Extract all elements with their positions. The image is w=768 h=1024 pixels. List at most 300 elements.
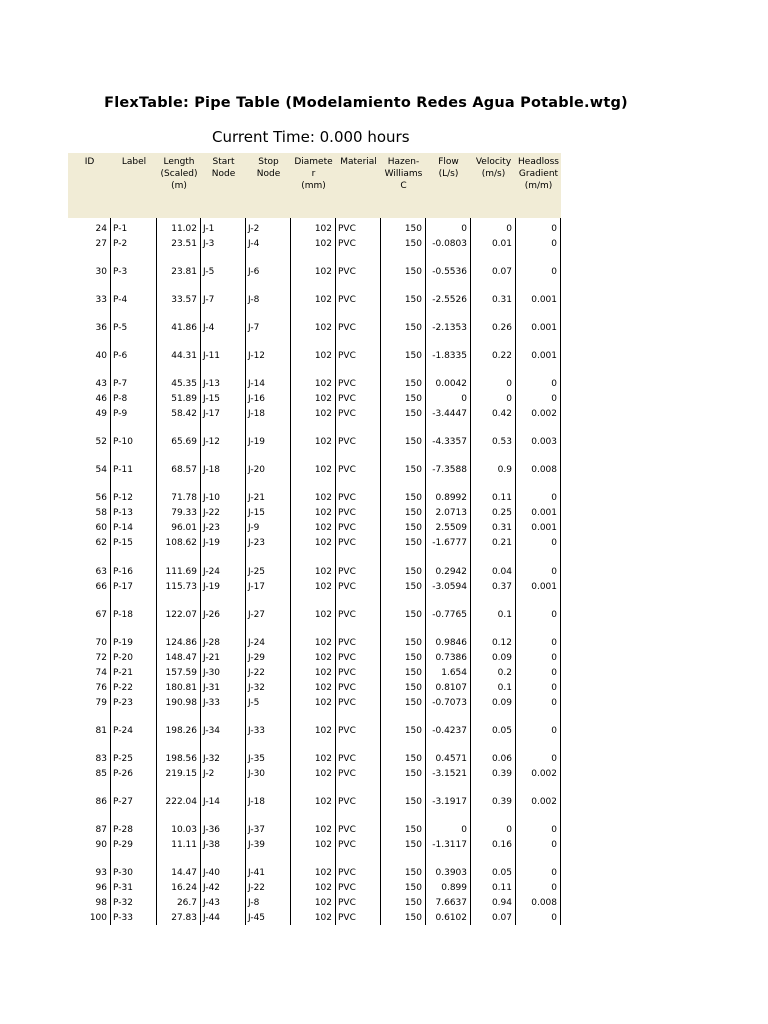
table-row	[68, 566, 561, 578]
cell-flow: 0	[461, 224, 467, 234]
cell-length: 108.62	[165, 538, 197, 548]
cell-flow: 1.654	[441, 668, 467, 678]
cell-label: P-17	[113, 582, 133, 592]
cell-label: P-29	[113, 840, 133, 850]
pipe-table	[68, 153, 561, 925]
cell-headloss-gradient: 0.001	[531, 351, 557, 361]
cell-flow: 0.0042	[435, 379, 467, 389]
cell-flow: -3.0594	[432, 582, 467, 592]
cell-length: 71.78	[171, 493, 197, 503]
cell-hazen-williams-c: 150	[404, 394, 422, 404]
table-row	[68, 322, 561, 334]
cell-id: 70	[95, 638, 107, 648]
cell-start-node: J-24	[203, 567, 221, 577]
cell-headloss-gradient: 0	[551, 668, 557, 678]
header-label: Label	[121, 157, 147, 167]
cell-velocity: 0.11	[491, 493, 512, 503]
cell-headloss-gradient: 0.001	[531, 508, 557, 518]
cell-label: P-13	[113, 508, 133, 518]
cell-length: 124.86	[165, 638, 197, 648]
cell-velocity: 0.16	[491, 840, 512, 850]
cell-diameter: 102	[314, 267, 332, 277]
cell-hazen-williams-c: 150	[404, 754, 422, 764]
cell-length: 27.83	[171, 913, 197, 923]
cell-stop-node: J-4	[248, 239, 260, 249]
cell-material: PVC	[338, 295, 356, 305]
cell-start-node: J-44	[203, 913, 221, 923]
cell-diameter: 102	[314, 913, 332, 923]
cell-hazen-williams-c: 150	[404, 465, 422, 475]
cell-length: 44.31	[171, 351, 197, 361]
cell-label: P-14	[113, 523, 133, 533]
cell-id: 93	[95, 868, 107, 878]
cell-diameter: 102	[314, 797, 332, 807]
table-row	[68, 667, 561, 679]
cell-label: P-5	[113, 323, 128, 333]
table-row	[68, 882, 561, 894]
cell-hazen-williams-c: 150	[404, 538, 422, 548]
cell-material: PVC	[338, 683, 356, 693]
cell-stop-node: J-6	[248, 267, 260, 277]
cell-length: 14.47	[171, 868, 197, 878]
cell-label: P-23	[113, 698, 133, 708]
cell-headloss-gradient: 0	[551, 653, 557, 663]
table-row	[68, 266, 561, 278]
cell-diameter: 102	[314, 437, 332, 447]
cell-stop-node: J-7	[248, 323, 260, 333]
cell-hazen-williams-c: 150	[404, 668, 422, 678]
cell-velocity: 0.09	[491, 698, 512, 708]
cell-material: PVC	[338, 493, 356, 503]
cell-velocity: 0.22	[491, 351, 512, 361]
cell-start-node: J-2	[203, 769, 215, 779]
cell-stop-node: J-24	[248, 638, 266, 648]
cell-material: PVC	[338, 913, 356, 923]
cell-start-node: J-10	[203, 493, 221, 503]
cell-diameter: 102	[314, 567, 332, 577]
cell-hazen-williams-c: 150	[404, 523, 422, 533]
cell-hazen-williams-c: 150	[404, 868, 422, 878]
cell-id: 60	[95, 523, 107, 533]
cell-label: P-1	[113, 224, 128, 234]
cell-start-node: J-28	[203, 638, 221, 648]
header-material: Material	[340, 157, 377, 167]
cell-headloss-gradient: 0	[551, 394, 557, 404]
cell-start-node: J-19	[203, 538, 221, 548]
cell-material: PVC	[338, 797, 356, 807]
cell-material: PVC	[338, 538, 356, 548]
cell-velocity: 0.39	[491, 769, 512, 779]
cell-id: 56	[95, 493, 107, 503]
cell-velocity: 0	[506, 825, 512, 835]
cell-id: 24	[95, 224, 107, 234]
cell-diameter: 102	[314, 538, 332, 548]
cell-diameter: 102	[314, 409, 332, 419]
cell-id: 58	[95, 508, 107, 518]
cell-diameter: 102	[314, 840, 332, 850]
cell-length: 198.26	[165, 726, 197, 736]
cell-label: P-26	[113, 769, 133, 779]
cell-headloss-gradient: 0	[551, 825, 557, 835]
table-row	[68, 378, 561, 390]
cell-id: 46	[95, 394, 107, 404]
cell-headloss-gradient: 0.001	[531, 295, 557, 305]
cell-hazen-williams-c: 150	[404, 840, 422, 850]
cell-velocity: 0.53	[491, 437, 512, 447]
header-length: Length (Scaled) (m)	[160, 157, 198, 191]
cell-stop-node: J-39	[248, 840, 266, 850]
cell-velocity: 0.12	[491, 638, 512, 648]
cell-stop-node: J-21	[248, 493, 266, 503]
cell-start-node: J-22	[203, 508, 221, 518]
cell-start-node: J-14	[203, 797, 221, 807]
cell-length: 79.33	[171, 508, 197, 518]
cell-length: 16.24	[171, 883, 197, 893]
cell-velocity: 0.25	[491, 508, 512, 518]
cell-length: 157.59	[165, 668, 197, 678]
table-row	[68, 609, 561, 621]
cell-id: 30	[95, 267, 107, 277]
cell-velocity: 0.31	[491, 295, 512, 305]
cell-start-node: J-18	[203, 465, 221, 475]
table-row	[68, 652, 561, 664]
cell-flow: -0.7073	[432, 698, 467, 708]
cell-headloss-gradient: 0.002	[531, 409, 557, 419]
cell-start-node: J-13	[203, 379, 221, 389]
cell-id: 76	[95, 683, 107, 693]
table-header	[68, 153, 561, 218]
cell-id: 66	[95, 582, 107, 592]
cell-flow: -0.5536	[432, 267, 467, 277]
cell-material: PVC	[338, 224, 356, 234]
cell-hazen-williams-c: 150	[404, 913, 422, 923]
cell-hazen-williams-c: 150	[404, 797, 422, 807]
cell-stop-node: J-5	[248, 698, 260, 708]
cell-id: 27	[95, 239, 107, 249]
cell-stop-node: J-29	[248, 653, 266, 663]
cell-flow: -4.3357	[432, 437, 467, 447]
cell-length: 115.73	[165, 582, 197, 592]
cell-velocity: 0.37	[491, 582, 512, 592]
cell-label: P-10	[113, 437, 133, 447]
cell-start-node: J-31	[203, 683, 221, 693]
cell-id: 62	[95, 538, 107, 548]
header-id: ID	[84, 157, 95, 167]
cell-hazen-williams-c: 150	[404, 437, 422, 447]
cell-label: P-8	[113, 394, 128, 404]
cell-diameter: 102	[314, 726, 332, 736]
cell-id: 72	[95, 653, 107, 663]
cell-flow: -3.1917	[432, 797, 467, 807]
table-row	[68, 464, 561, 476]
cell-stop-node: J-23	[248, 538, 266, 548]
cell-stop-node: J-45	[248, 913, 266, 923]
cell-start-node: J-5	[203, 267, 215, 277]
cell-velocity: 0.26	[491, 323, 512, 333]
cell-label: P-18	[113, 610, 133, 620]
cell-hazen-williams-c: 150	[404, 409, 422, 419]
cell-id: 63	[95, 567, 107, 577]
cell-diameter: 102	[314, 668, 332, 678]
cell-material: PVC	[338, 409, 356, 419]
cell-label: P-20	[113, 653, 133, 663]
cell-headloss-gradient: 0.001	[531, 523, 557, 533]
cell-material: PVC	[338, 567, 356, 577]
cell-flow: 0.8992	[435, 493, 467, 503]
cell-material: PVC	[338, 323, 356, 333]
cell-start-node: J-12	[203, 437, 221, 447]
cell-stop-node: J-14	[248, 379, 266, 389]
cell-material: PVC	[338, 898, 356, 908]
header-velocity: Velocity (m/s)	[475, 157, 512, 179]
cell-label: P-11	[113, 465, 133, 475]
cell-velocity: 0	[506, 224, 512, 234]
cell-start-node: J-4	[203, 323, 215, 333]
cell-velocity: 0.1	[497, 610, 512, 620]
cell-headloss-gradient: 0	[551, 267, 557, 277]
cell-velocity: 0.04	[491, 567, 512, 577]
cell-velocity: 0.06	[491, 754, 512, 764]
cell-hazen-williams-c: 150	[404, 582, 422, 592]
cell-diameter: 102	[314, 295, 332, 305]
cell-diameter: 102	[314, 323, 332, 333]
cell-diameter: 102	[314, 351, 332, 361]
cell-id: 79	[95, 698, 107, 708]
cell-id: 85	[95, 769, 107, 779]
cell-id: 40	[95, 351, 107, 361]
cell-id: 33	[95, 295, 107, 305]
cell-flow: -3.1521	[432, 769, 467, 779]
cell-velocity: 0.31	[491, 523, 512, 533]
table-row	[68, 697, 561, 709]
cell-flow: 7.6637	[435, 898, 467, 908]
table-row	[68, 436, 561, 448]
cell-diameter: 102	[314, 683, 332, 693]
cell-flow: -0.7765	[432, 610, 467, 620]
header-hazen-williams-c: Hazen- Williams C	[384, 157, 423, 191]
table-row	[68, 294, 561, 306]
cell-diameter: 102	[314, 582, 332, 592]
cell-start-node: J-21	[203, 653, 221, 663]
cell-flow: 0.9846	[435, 638, 467, 648]
cell-stop-node: J-9	[248, 523, 260, 533]
cell-flow: -1.8335	[432, 351, 467, 361]
cell-headloss-gradient: 0	[551, 239, 557, 249]
cell-flow: 0.899	[441, 883, 467, 893]
cell-diameter: 102	[314, 224, 332, 234]
cell-length: 65.69	[171, 437, 197, 447]
cell-id: 96	[95, 883, 107, 893]
cell-flow: 0	[461, 825, 467, 835]
cell-velocity: 0.07	[491, 913, 512, 923]
cell-flow: 0.2942	[435, 567, 467, 577]
cell-stop-node: J-22	[248, 883, 266, 893]
cell-length: 41.86	[171, 323, 197, 333]
cell-stop-node: J-20	[248, 465, 266, 475]
cell-length: 190.98	[165, 698, 197, 708]
cell-velocity: 0.39	[491, 797, 512, 807]
cell-hazen-williams-c: 150	[404, 698, 422, 708]
cell-hazen-williams-c: 150	[404, 493, 422, 503]
cell-material: PVC	[338, 754, 356, 764]
cell-id: 67	[95, 610, 107, 620]
cell-label: P-32	[113, 898, 133, 908]
cell-hazen-williams-c: 150	[404, 726, 422, 736]
cell-hazen-williams-c: 150	[404, 898, 422, 908]
cell-length: 23.51	[171, 239, 197, 249]
cell-length: 148.47	[165, 653, 197, 663]
cell-stop-node: J-30	[248, 769, 266, 779]
cell-hazen-williams-c: 150	[404, 683, 422, 693]
cell-material: PVC	[338, 465, 356, 475]
cell-hazen-williams-c: 150	[404, 825, 422, 835]
cell-label: P-15	[113, 538, 133, 548]
cell-id: 90	[95, 840, 107, 850]
cell-headloss-gradient: 0.008	[531, 465, 557, 475]
cell-headloss-gradient: 0.001	[531, 323, 557, 333]
cell-length: 11.11	[171, 840, 197, 850]
table-row	[68, 637, 561, 649]
table-row	[68, 768, 561, 780]
cell-flow: -2.5526	[432, 295, 467, 305]
cell-headloss-gradient: 0	[551, 698, 557, 708]
cell-headloss-gradient: 0	[551, 493, 557, 503]
cell-start-node: J-42	[203, 883, 221, 893]
cell-stop-node: J-41	[248, 868, 266, 878]
cell-id: 43	[95, 379, 107, 389]
table-row	[68, 912, 561, 924]
cell-id: 83	[95, 754, 107, 764]
table-row	[68, 682, 561, 694]
cell-hazen-williams-c: 150	[404, 295, 422, 305]
cell-diameter: 102	[314, 653, 332, 663]
cell-length: 68.57	[171, 465, 197, 475]
cell-stop-node: J-18	[248, 797, 266, 807]
cell-length: 198.56	[165, 754, 197, 764]
cell-length: 51.89	[171, 394, 197, 404]
cell-diameter: 102	[314, 465, 332, 475]
cell-label: P-19	[113, 638, 133, 648]
cell-headloss-gradient: 0	[551, 379, 557, 389]
cell-headloss-gradient: 0	[551, 726, 557, 736]
cell-headloss-gradient: 0.002	[531, 797, 557, 807]
cell-diameter: 102	[314, 825, 332, 835]
header-diameter: Diamete r (mm)	[294, 157, 333, 191]
cell-velocity: 0.01	[491, 239, 512, 249]
cell-flow: 0	[461, 394, 467, 404]
cell-velocity: 0.05	[491, 868, 512, 878]
cell-start-node: J-1	[203, 224, 215, 234]
cell-material: PVC	[338, 726, 356, 736]
header-stop-node: Stop Node	[256, 157, 281, 179]
cell-material: PVC	[338, 638, 356, 648]
cell-diameter: 102	[314, 493, 332, 503]
cell-length: 45.35	[171, 379, 197, 389]
cell-length: 222.04	[165, 797, 197, 807]
cell-stop-node: J-2	[248, 224, 260, 234]
cell-label: P-33	[113, 913, 133, 923]
cell-label: P-27	[113, 797, 133, 807]
table-row	[68, 796, 561, 808]
cell-velocity: 0.1	[497, 683, 512, 693]
cell-material: PVC	[338, 610, 356, 620]
cell-flow: 2.5509	[435, 523, 467, 533]
cell-material: PVC	[338, 239, 356, 249]
cell-label: P-9	[113, 409, 128, 419]
cell-headloss-gradient: 0	[551, 840, 557, 850]
cell-flow: -2.1353	[432, 323, 467, 333]
cell-id: 86	[95, 797, 107, 807]
table-row	[68, 350, 561, 362]
cell-diameter: 102	[314, 698, 332, 708]
cell-label: P-31	[113, 883, 133, 893]
cell-material: PVC	[338, 267, 356, 277]
table-row	[68, 839, 561, 851]
table-row	[68, 753, 561, 765]
cell-id: 36	[95, 323, 107, 333]
cell-flow: 0.7386	[435, 653, 467, 663]
cell-length: 219.15	[165, 769, 197, 779]
cell-id: 49	[95, 409, 107, 419]
cell-material: PVC	[338, 508, 356, 518]
cell-hazen-williams-c: 150	[404, 883, 422, 893]
cell-headloss-gradient: 0.001	[531, 582, 557, 592]
cell-material: PVC	[338, 582, 356, 592]
cell-hazen-williams-c: 150	[404, 653, 422, 663]
cell-stop-node: J-22	[248, 668, 266, 678]
cell-label: P-16	[113, 567, 133, 577]
cell-headloss-gradient: 0	[551, 224, 557, 234]
cell-hazen-williams-c: 150	[404, 267, 422, 277]
current-time: Current Time: 0.000 hours	[212, 128, 410, 146]
cell-hazen-williams-c: 150	[404, 323, 422, 333]
cell-hazen-williams-c: 150	[404, 239, 422, 249]
cell-stop-node: J-8	[248, 898, 260, 908]
cell-id: 81	[95, 726, 107, 736]
cell-stop-node: J-16	[248, 394, 266, 404]
cell-start-node: J-3	[203, 239, 215, 249]
table-row	[68, 824, 561, 836]
table-row	[68, 238, 561, 250]
cell-velocity: 0.2	[497, 668, 512, 678]
cell-label: P-7	[113, 379, 128, 389]
cell-start-node: J-33	[203, 698, 221, 708]
cell-length: 26.7	[176, 898, 197, 908]
table-row	[68, 867, 561, 879]
cell-length: 23.81	[171, 267, 197, 277]
cell-label: P-4	[113, 295, 128, 305]
cell-flow: -0.0803	[432, 239, 467, 249]
cell-id: 74	[95, 668, 107, 678]
table-row	[68, 897, 561, 909]
cell-length: 33.57	[171, 295, 197, 305]
cell-id: 98	[95, 898, 107, 908]
cell-id: 52	[95, 437, 107, 447]
cell-material: PVC	[338, 840, 356, 850]
cell-start-node: J-15	[203, 394, 221, 404]
cell-flow: 2.0713	[435, 508, 467, 518]
cell-length: 96.01	[171, 523, 197, 533]
table-row	[68, 537, 561, 549]
cell-flow: -1.6777	[432, 538, 467, 548]
cell-label: P-21	[113, 668, 133, 678]
cell-hazen-williams-c: 150	[404, 351, 422, 361]
cell-headloss-gradient: 0	[551, 883, 557, 893]
cell-diameter: 102	[314, 638, 332, 648]
cell-diameter: 102	[314, 754, 332, 764]
cell-flow: 0.8107	[435, 683, 467, 693]
cell-diameter: 102	[314, 394, 332, 404]
